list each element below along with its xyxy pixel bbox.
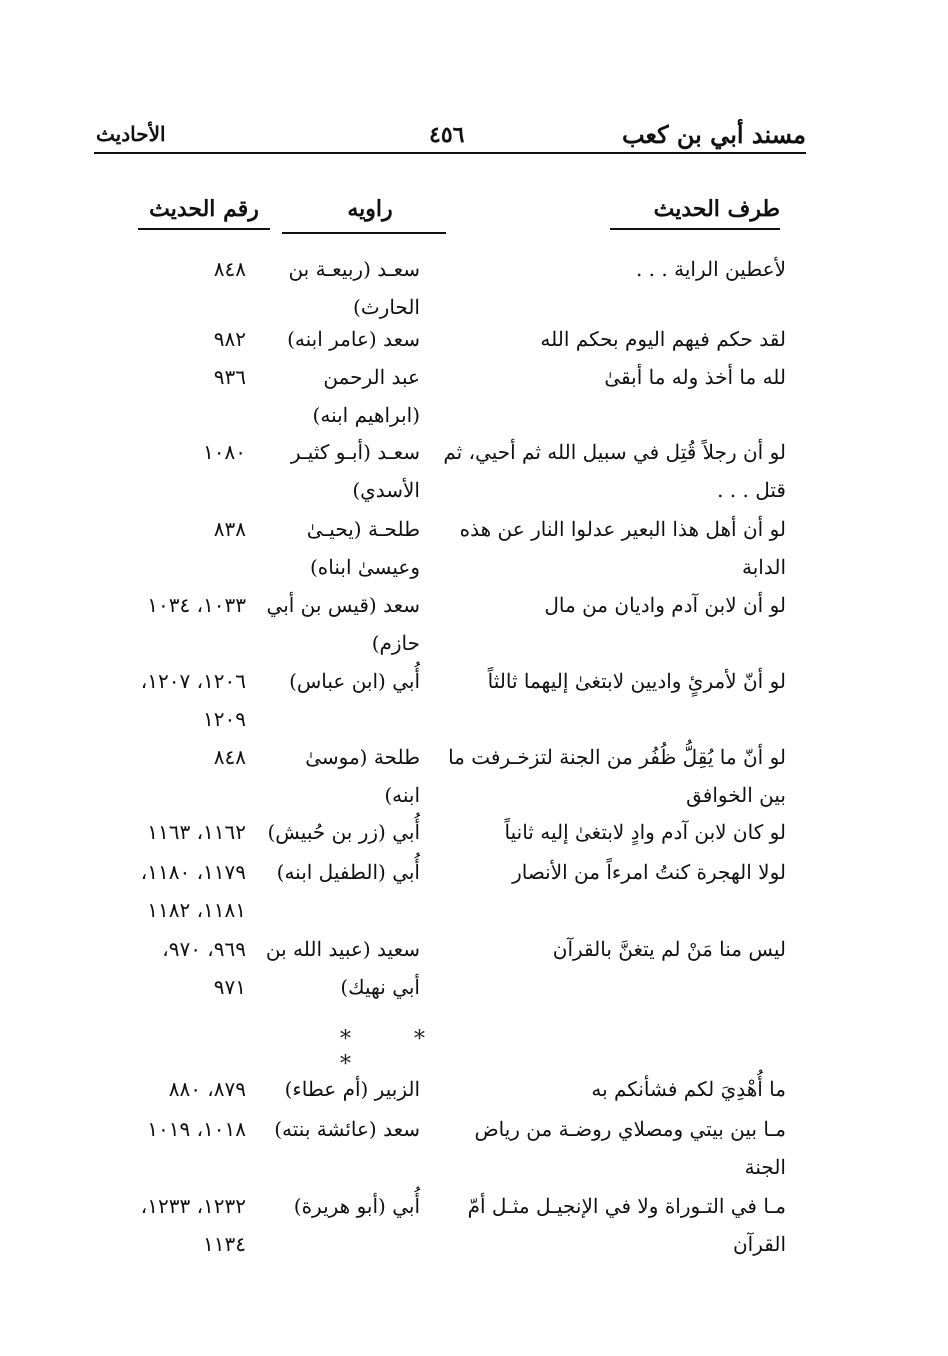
column-header-rawi [320, 196, 420, 228]
hadith-text: لو أن لابن آدم واديان من مال [544, 593, 786, 617]
narrator: أُبي (الطفيل ابنه) [276, 860, 420, 884]
narrator: سعـد (ربيعـة بن الحارث) [288, 257, 420, 319]
hadith-text: ليس منا مَنْ لم يتغنَّ بالقرآن [552, 937, 786, 961]
hadith-text: لله ما أخذ وله ما أبقىٰ [604, 365, 786, 389]
hadith-number: ٩٨٢ [213, 327, 246, 351]
hadith-number: ١٢٣٢، ١٢٣٣، ١١٣٤ [140, 1194, 246, 1256]
hadith-text: لقد حكم فيهم اليوم بحكم الله [540, 327, 786, 351]
hadith-text: لو أن أهل هذا البعير عدلوا النار عن هذه الدابة [459, 517, 786, 579]
hadith-text: مـا بين بيتي ومصلاي روضـة من رياض الجنة [474, 1117, 786, 1179]
hadith-text: لو أنّ لأمرئٍ واديين لابتغىٰ إليهما ثالثاً [487, 669, 786, 693]
hadith-number: ١٠٣٣، ١٠٣٤ [147, 593, 246, 617]
narrator: عبد الرحمن (ابراهيم ابنه) [312, 365, 420, 427]
hadith-number: ١١٦٢، ١١٦٣ [147, 820, 246, 844]
hadith-number: ٩٣٦ [213, 365, 246, 389]
narrator: طلحـة (يحيـىٰ وعيسىٰ ابناه) [306, 517, 420, 579]
hadith-text: مـا في التـوراة ولا في الإنجيـل مثـل أمّ القرآن [467, 1194, 786, 1256]
narrator: الزبير (أم عطاء) [284, 1077, 420, 1101]
column-header-rawi-label: راويه [347, 196, 393, 222]
column-header-number: رقم الحديث [138, 196, 270, 230]
narrator: سعد (قيس بن أبي حازم) [266, 593, 420, 655]
hadith-number: ١٢٠٦، ١٢٠٧، ١٢٠٩ [140, 669, 246, 731]
hadith-number: ١١٧٩، ١١٨٠، ١١٨١، ١١٨٢ [140, 860, 246, 922]
narrator: طلحة (موسىٰ ابنه) [305, 745, 420, 807]
hadith-text: لولا الهجرة كنتُ امرءاً من الأنصار [512, 860, 786, 884]
column-underline-rawi [282, 232, 446, 234]
book-title: مسند أبي بن كعب [621, 120, 806, 149]
narrator: أُبي (ابن عباس) [289, 669, 420, 693]
hadith-text: لو أن رجلاً قُتِل في سبيل الله ثم أحيي، ثم قتل . . . [443, 440, 786, 502]
hadith-number: ١٠١٨، ١٠١٩ [147, 1117, 246, 1141]
narrator: سعد (عائشة بنته) [274, 1117, 420, 1141]
hadith-text: لأعطين الراية . . . [635, 257, 786, 281]
section-title: الأحاديث [96, 122, 166, 146]
section-separator: * * * [340, 1027, 453, 1077]
hadith-number: ١٠٨٠ [203, 440, 246, 464]
hadith-number: ٨٧٩، ٨٨٠ [168, 1077, 246, 1101]
hadith-number: ٨٤٨ [213, 745, 246, 769]
narrator: سعيد (عبيد الله بن أبي نهيك) [265, 937, 420, 999]
page-header [94, 120, 806, 154]
narrator: سعد (عامر ابنه) [287, 327, 420, 351]
hadith-text: ما أُهْدِيَ لكم فشأنكم به [591, 1077, 786, 1101]
page-number: ٤٥٦ [429, 122, 465, 148]
hadith-text: لو كان لابن آدم وادٍ لابتغىٰ إليه ثانياً [504, 820, 786, 844]
hadith-number: ٩٦٩، ٩٧٠، ٩٧١ [162, 937, 246, 999]
narrator: أُبي (زر بن حُبيش) [267, 820, 420, 844]
narrator: أُبي (أبو هريرة) [293, 1194, 420, 1218]
narrator: سعـد (أبـو كثيـر الأسدي) [290, 440, 420, 502]
hadith-number: ٨٣٨ [213, 517, 246, 541]
hadith-text: لو أنّ ما يُقِلُّ ظُفُر من الجنة لتزخـرفت ما بين الخوافق [448, 745, 786, 807]
column-header-hadith: طرف الحديث [610, 196, 780, 230]
hadith-number: ٨٤٨ [213, 257, 246, 281]
